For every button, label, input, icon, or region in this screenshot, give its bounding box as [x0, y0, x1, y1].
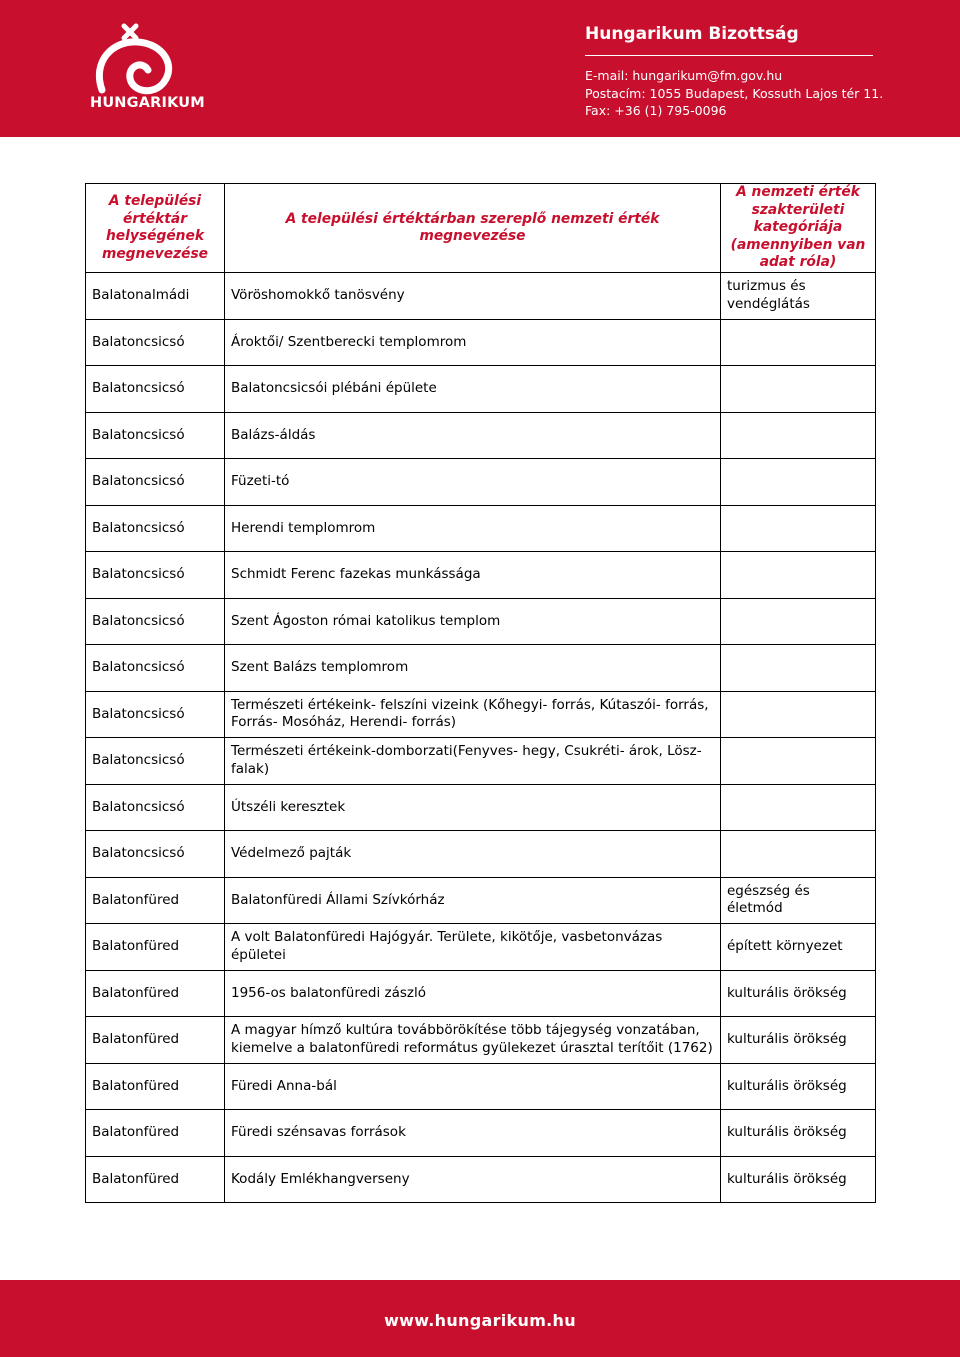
footer-website-link[interactable]: www.hungarikum.hu: [384, 1311, 576, 1330]
cell-category: [721, 459, 876, 506]
cell-value-name: A magyar hímző kultúra továbbörökítése több tájegység vonzatában, kiemelve a balatonfüredi református gyülekezet úrasztal terítőit (1762): [225, 1017, 721, 1064]
table-row: [86, 552, 876, 599]
contact-email[interactable]: E-mail: hungarikum@fm.gov.hu: [585, 68, 783, 83]
cell-category: [721, 784, 876, 831]
table-row: [86, 1156, 876, 1203]
cell-settlement: Balatoncsicsó: [86, 366, 225, 413]
cell-category: [721, 319, 876, 366]
table-row: [86, 1017, 876, 1064]
cell-category: [721, 831, 876, 878]
table-row: [86, 831, 876, 878]
cell-value-name: Schmidt Ferenc fazekas munkássága: [225, 552, 721, 599]
cell-settlement: Balatoncsicsó: [86, 738, 225, 785]
cell-settlement: Balatoncsicsó: [86, 645, 225, 692]
cell-settlement: Balatoncsicsó: [86, 552, 225, 599]
cell-category: turizmus és vendéglátás: [721, 273, 876, 320]
table-row: [86, 970, 876, 1017]
cell-value-name: Füredi szénsavas források: [225, 1110, 721, 1157]
footer-banner: [0, 1280, 960, 1357]
cell-category: [721, 505, 876, 552]
table-row: [86, 598, 876, 645]
cell-category: [721, 691, 876, 738]
cell-value-name: Balázs-áldás: [225, 412, 721, 459]
header-divider: [585, 55, 873, 56]
cell-value-name: Balatonfüredi Állami Szívkórház: [225, 877, 721, 924]
cell-settlement: Balatonalmádi: [86, 273, 225, 320]
cell-settlement: Balatonfüred: [86, 1063, 225, 1110]
cell-value-name: 1956-os balatonfüredi zászló: [225, 970, 721, 1017]
cell-value-name: Védelmező pajták: [225, 831, 721, 878]
cell-category: [721, 412, 876, 459]
organization-name: Hungarikum Bizottság: [585, 24, 799, 44]
table-row: [86, 505, 876, 552]
cell-settlement: Balatoncsicsó: [86, 831, 225, 878]
table-row: [86, 738, 876, 785]
cell-value-name: Ároktői/ Szentberecki templomrom: [225, 319, 721, 366]
cell-category: kulturális örökség: [721, 970, 876, 1017]
cell-settlement: Balatonfüred: [86, 1017, 225, 1064]
cell-category: kulturális örökség: [721, 1017, 876, 1064]
table-row: [86, 366, 876, 413]
contact-fax: Fax: +36 (1) 795-0096: [585, 103, 727, 118]
cell-category: kulturális örökség: [721, 1110, 876, 1157]
cell-settlement: Balatonfüred: [86, 877, 225, 924]
cell-value-name: Vöröshomokkő tanösvény: [225, 273, 721, 320]
table-row: [86, 1110, 876, 1157]
cell-value-name: Kodály Emlékhangverseny: [225, 1156, 721, 1203]
table-row: [86, 319, 876, 366]
logo-wordmark: HUNGARIKUM: [90, 95, 205, 111]
cell-category: [721, 738, 876, 785]
cell-settlement: Balatoncsicsó: [86, 412, 225, 459]
contact-postal: Postacím: 1055 Budapest, Kossuth Lajos tér 11.: [585, 85, 884, 101]
cell-settlement: Balatonfüred: [86, 970, 225, 1017]
cell-category: [721, 366, 876, 413]
cell-value-name: Szent Balázs templomrom: [225, 645, 721, 692]
header-banner: [0, 0, 960, 137]
table-row: [86, 645, 876, 692]
table-row: [86, 459, 876, 506]
table-header-row: [86, 184, 876, 273]
cell-value-name: Füzeti-tó: [225, 459, 721, 506]
cell-category: egészség és életmód: [721, 877, 876, 924]
cell-settlement: Balatoncsicsó: [86, 319, 225, 366]
cell-settlement: Balatonfüred: [86, 1156, 225, 1203]
header-value-name: A települési értéktárban szereplő nemzeti érték megnevezése: [225, 184, 721, 273]
table-row: [86, 877, 876, 924]
table-row: [86, 924, 876, 971]
cell-value-name: Természeti értékeink- felszíni vizeink (Kőhegyi- forrás, Kútaszói- forrás, Forrás- Mosóház, Herendi- forrás): [225, 691, 721, 738]
cell-settlement: Balatonfüred: [86, 924, 225, 971]
header-category: A nemzeti érték szakterületi kategóriája (amennyiben van adat róla): [721, 184, 876, 273]
cell-category: kulturális örökség: [721, 1156, 876, 1203]
table-row: [86, 412, 876, 459]
cell-value-name: Herendi templomrom: [225, 505, 721, 552]
cell-value-name: A volt Balatonfüredi Hajógyár. Területe, kikötője, vasbetonvázas épületei: [225, 924, 721, 971]
cell-category: [721, 552, 876, 599]
cell-settlement: Balatoncsicsó: [86, 691, 225, 738]
table-row: [86, 273, 876, 320]
cell-category: kulturális örökség: [721, 1063, 876, 1110]
header-settlement: A települési értéktár helységének megnevezése: [86, 184, 225, 273]
table-row: [86, 784, 876, 831]
cell-category: épített környezet: [721, 924, 876, 971]
cell-settlement: Balatoncsicsó: [86, 784, 225, 831]
cell-value-name: Balatoncsicsói plébáni épülete: [225, 366, 721, 413]
national-values-table: [85, 183, 876, 1203]
contact-info: [585, 67, 883, 120]
cell-category: [721, 645, 876, 692]
cell-settlement: Balatonfüred: [86, 1110, 225, 1157]
cell-settlement: Balatoncsicsó: [86, 459, 225, 506]
table-row: [86, 691, 876, 738]
cell-category: [721, 598, 876, 645]
cell-value-name: Természeti értékeink-domborzati(Fenyves- hegy, Csukréti- árok, Lösz- falak): [225, 738, 721, 785]
cell-value-name: Útszéli keresztek: [225, 784, 721, 831]
cell-value-name: Szent Ágoston római katolikus templom: [225, 598, 721, 645]
cell-settlement: Balatoncsicsó: [86, 598, 225, 645]
cell-settlement: Balatoncsicsó: [86, 505, 225, 552]
cell-value-name: Füredi Anna-bál: [225, 1063, 721, 1110]
table-row: [86, 1063, 876, 1110]
